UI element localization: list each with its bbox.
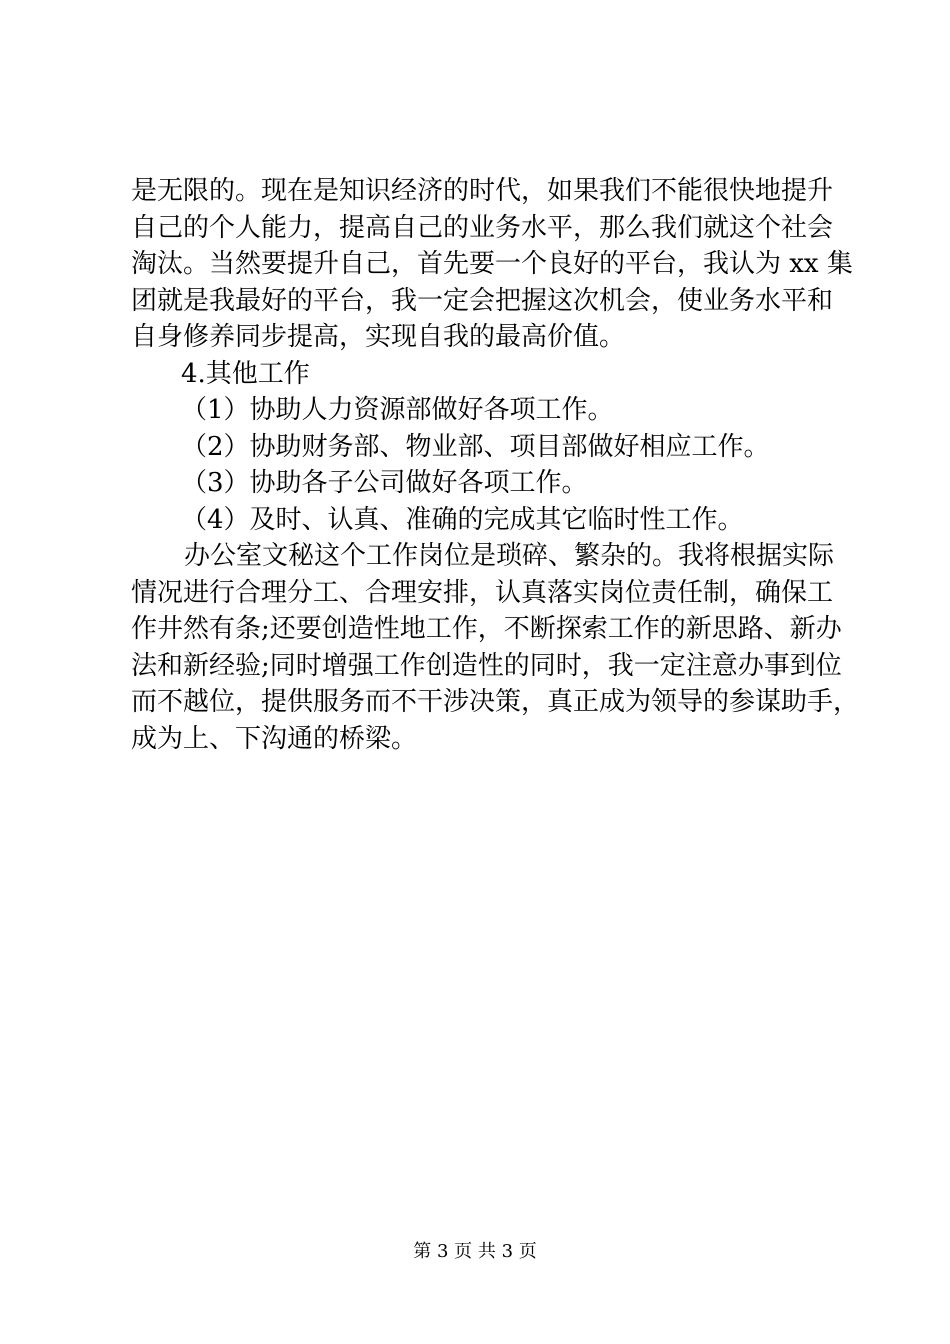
- paragraph-line: 团就是我最好的平台，我一定会把握这次机会，使业务水平和: [131, 285, 834, 316]
- section-heading: 4.其他工作: [181, 358, 310, 389]
- paragraph-line: 是无限的。现在是知识经济的时代，如果我们不能很快地提升: [131, 176, 834, 206]
- paragraph-line: 法和新经验;同时增强工作创造性的同时，我一定注意办事到位: [131, 650, 842, 681]
- paragraph-line: 作井然有条;还要创造性地工作，不断探索工作的新思路、新办: [131, 614, 842, 644]
- list-item: （2）协助财务部、物业部、项目部做好相应工作。: [181, 431, 770, 462]
- paragraph-line: 办公室文秘这个工作岗位是琐碎、繁杂的。我将根据实际: [184, 541, 835, 571]
- paragraph-line: 自身修养同步提高，实现自我的最高价值。: [131, 322, 626, 352]
- paragraph-line: 成为上、下沟通的桥梁。: [131, 723, 418, 754]
- document-body: [131, 173, 860, 757]
- paragraph-line: 淘汰。当然要提升自己，首先要一个良好的平台，我认为 xx 集: [131, 249, 853, 279]
- paragraph-line: 而不越位，提供服务而不干涉决策，真正成为领导的参谋助手，: [131, 687, 860, 717]
- list-item: （4）及时、认真、准确的完成其它临时性工作。: [181, 504, 744, 535]
- paragraph-line: 情况进行合理分工、合理安排，认真落实岗位责任制，确保工: [131, 577, 834, 608]
- page-number: 第 3 页 共 3 页: [413, 1241, 537, 1262]
- page-footer: [0, 1240, 950, 1264]
- list-item: （1）协助人力资源部做好各项工作。: [181, 395, 614, 425]
- paragraph-line: 自己的个人能力，提高自己的业务水平，那么我们就这个社会: [131, 212, 834, 243]
- list-item: （3）协助各子公司做好各项工作。: [181, 468, 588, 498]
